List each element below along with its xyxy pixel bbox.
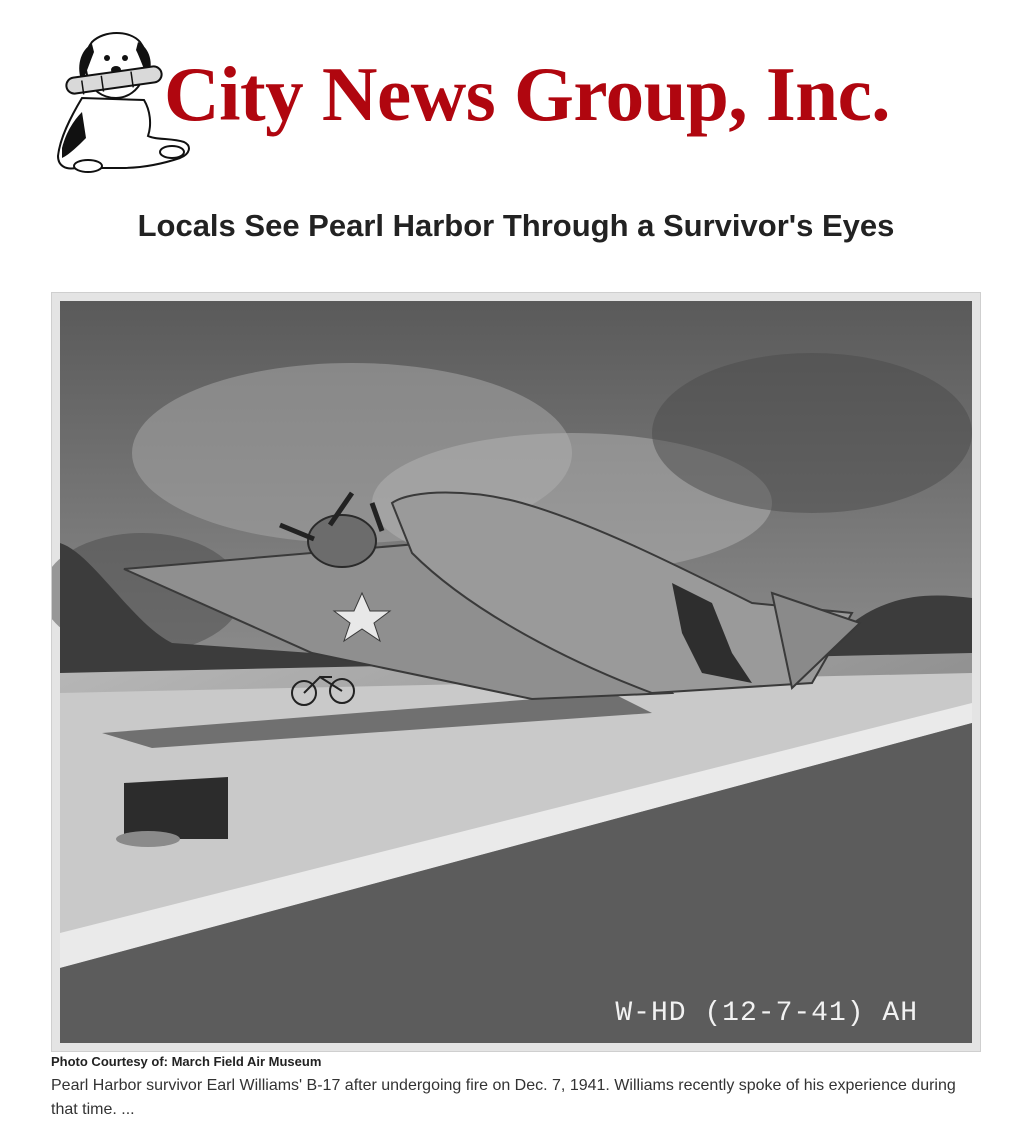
site-header [52,28,972,178]
article-headline: Locals See Pearl Harbor Through a Survivor's Eyes [137,208,895,243]
photo-credit: Photo Courtesy of: March Field Air Museum [51,1054,322,1069]
photo-stamp-text: W-HD (12-7-41) AH [615,998,918,1029]
photo-caption: Pearl Harbor survivor Earl Williams' B-17 after undergoing fire on Dec. 7, 1941. Williams recently spoke of his experience during that time. ... [51,1077,956,1118]
site-logo-text[interactable]: City News Group, Inc. [164,51,891,137]
article-photo [51,292,981,1052]
